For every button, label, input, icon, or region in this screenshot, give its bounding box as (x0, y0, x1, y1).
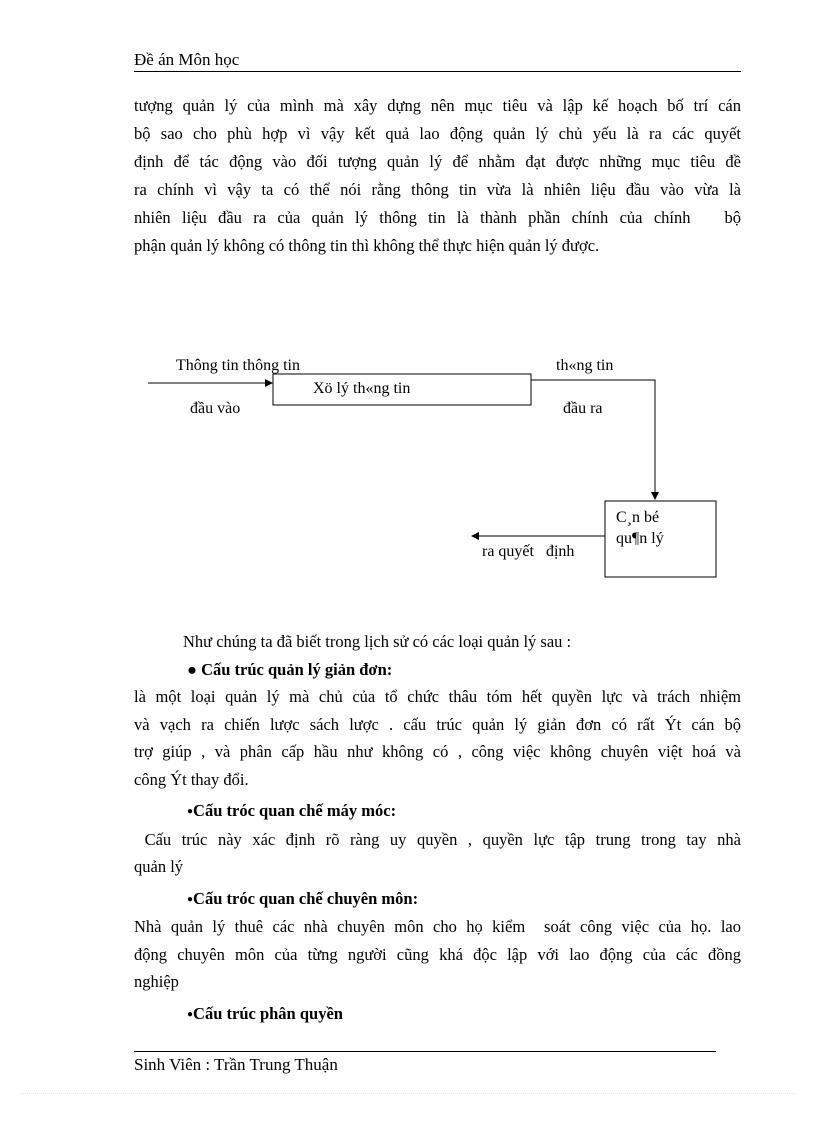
page-header: Đề án Môn học (134, 50, 240, 69)
body-line: trợ giúp , và phân cấp hầu như không có , công việc không chuyên việt hoá và (134, 742, 741, 761)
structure-title: Cấu trúc quản lý giản đơn: (201, 659, 393, 679)
input-label-bottom: đầu vào (190, 400, 241, 417)
manager-box-line1: C¸n bé (616, 509, 660, 526)
page-edge (20, 1093, 796, 1094)
structure-heading-machine (134, 793, 741, 826)
structure-heading-professional (134, 881, 741, 914)
body-line: và vạch ra chiến lược sách lược . cấu trúc quản lý giản đơn có rất Ýt cán bộ (134, 714, 741, 734)
process-box-label: Xö lý th«ng tin (313, 380, 411, 397)
input-label-top: Thông tin thông tin (176, 357, 300, 374)
body-line: công Ýt thay đổi. (134, 769, 249, 789)
body-line: động chuyên môn của từng người cũng khá độc lập với lao động của các đồng (134, 944, 741, 964)
header-rule (134, 71, 741, 72)
body-line: Nhà quản lý thuê các nhà chuyên môn cho họ kiểm soát công việc của họ. lao (134, 917, 741, 936)
manager-box-line2: qu¶n lý (616, 530, 664, 547)
bullet-icon: ● (187, 806, 194, 817)
intro-paragraph (134, 92, 741, 260)
body-line: Cấu trúc này xác định rõ ràng uy quyền , quyền lực tập trung trong tay nhà (134, 829, 741, 849)
bullet-icon: ● (187, 659, 197, 679)
intro-line: phận quản lý không có thông tin thì không thể thực hiện quản lý được. (134, 236, 600, 255)
intro-line: định để tác động vào đối tượng quản lý để nhằm đạt được những mục tiêu đề (134, 152, 741, 171)
structures-section (134, 628, 741, 1028)
body-line: quản lý (134, 857, 184, 876)
bullet-icon: ● (187, 1008, 194, 1020)
structure-title: Cấu trúc phân quyền (193, 1003, 343, 1023)
section-intro: Như chúng ta đã biết trong lịch sử có các loại quản lý sau : (183, 632, 572, 651)
structure-heading-divisional (134, 996, 741, 1029)
intro-line: bộ sao cho phù hợp vì vậy kết quả lao động quản lý chủ yếu là ra các quyết (134, 124, 741, 143)
output-label-top: th«ng tin (556, 357, 614, 374)
page-footer: Sinh Viên : Trần Trung Thuận (134, 1055, 338, 1074)
output-label-bottom: đầu ra (563, 400, 603, 417)
body-line: là một loại quản lý mà chủ của tổ chức thâu tóm hết quyền lực và trách nhiệm (134, 687, 741, 706)
intro-line: nhiên liệu đầu ra của quản lý thông tin là thành phần chính của chính bộ (134, 208, 741, 227)
structure-title: Cấu tróc quan chế máy móc: (193, 801, 397, 820)
structure-heading-simple (134, 656, 741, 684)
structure-title: Cấu tróc quan chế chuyên môn: (193, 888, 419, 908)
intro-line: ra chính vì vậy ta có thể nói rằng thông tin vừa là nhiên liệu đầu vào vừa là (134, 180, 741, 199)
footer-rule (134, 1051, 716, 1052)
bullet-icon: ● (187, 893, 194, 905)
decision-label: ra quyết định (482, 543, 575, 560)
output-arrow (531, 380, 655, 499)
body-line: nghiệp (134, 972, 179, 991)
intro-line: tượng quản lý của mình mà xây dựng nên mục tiêu và lập kế hoạch bố trí cán (134, 96, 741, 115)
